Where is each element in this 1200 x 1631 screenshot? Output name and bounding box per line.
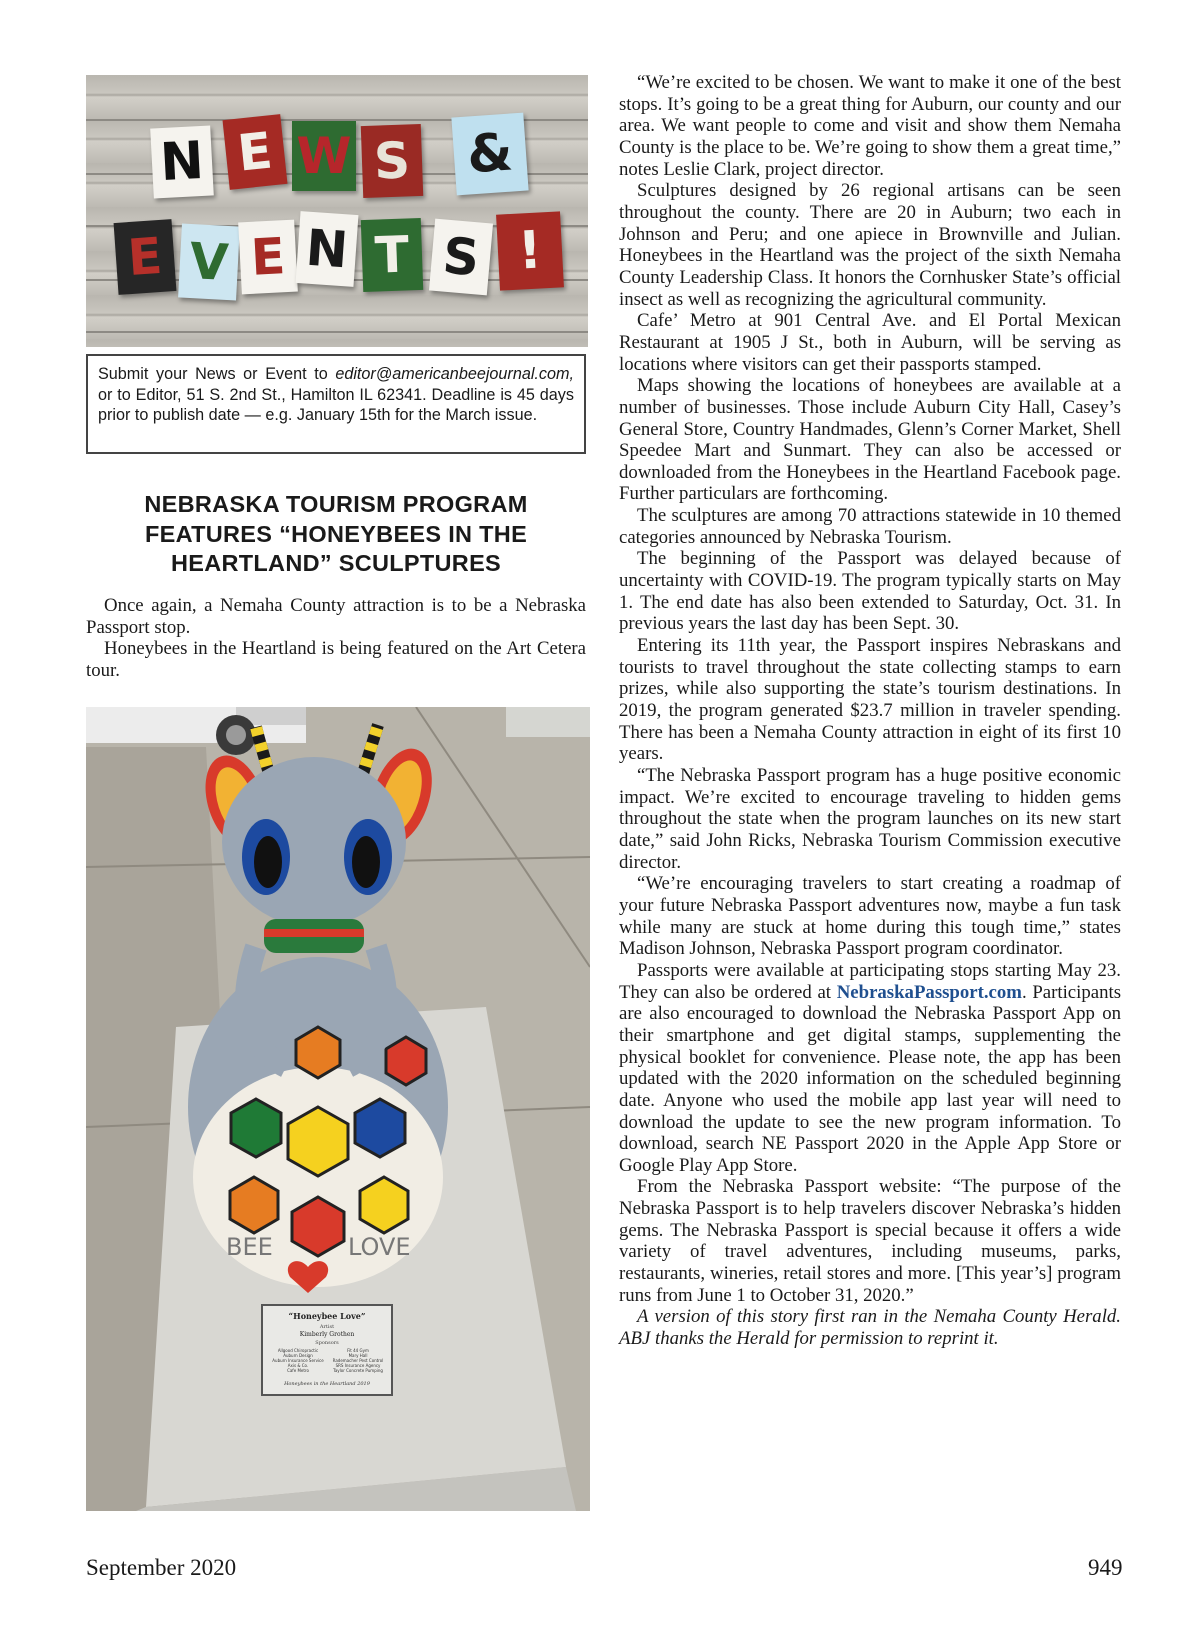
article-paragraph: From the Nebraska Passport website: “The purpose of the Nebraska Passport is to help travelers discover Nebraska’s hidden gems. The Nebraska Passport is special because it offers a wide variety of travel adventures, including museums, parks, restaurants, wineries, retail stores and more. [This year’s] program runs from June 1 to October 31, 2020.” — [619, 1176, 1121, 1306]
sculpture-photo — [86, 707, 590, 1511]
article-paragraph: The beginning of the Passport was delayed because of uncertainty with COVID-19. The program typically starts on May 1. The end date has also been extended to Saturday, Oct. 31. In previous years the last day has been Sept. 30. — [619, 548, 1121, 635]
plaque-series: Honeybees in the Heartland 2019 — [284, 1381, 370, 1387]
paragraph-text: . Participants are also encouraged to download the Nebraska Passport App on their smartphone and get digital stamps, supplementing the physical booklet for convenience. Please note, the app has been updated with the 2020 information on the scheduled beginning date. Anyone who used the mobile app last year will need to download the update to see the new program information. To download, search NE Passport 2020 in the Apple App Store or Google Play App Store. — [619, 981, 1122, 1176]
article-headline: NEBRASKA TOURISM PROGRAM FEATURES “HONEYBEES IN THE HEARTLAND” SCULPTURES — [144, 491, 528, 576]
sculpture-base-text: BEE — [226, 1233, 273, 1261]
banner-letter-tile: E — [238, 220, 298, 295]
submission-email-link[interactable]: editor@americanbeejournal.com, — [335, 365, 574, 383]
sculpture-base-text: LOVE — [348, 1233, 411, 1261]
article-paragraph: Entering its 11th year, the Passport inspires Nebraskans and tourists to travel throughout the state collecting stamps to earn prizes, while also supporting the state’s tourism destinations. In 2019, the program generated $23.7 million in traveler spending. There has been a Nemaha County attraction in eight of its first 10 years. — [619, 635, 1121, 765]
plaque-title: “Honeybee Love” — [288, 1311, 366, 1321]
banner-letter-tile: N — [296, 211, 359, 287]
paragraph-text: Passports were available at participating stops starting May 23. They can also be ordered at — [619, 959, 1121, 1003]
banner-letter-tile: ! — [496, 211, 564, 290]
banner-letter-tile: S — [361, 124, 423, 198]
submission-info-box — [86, 354, 586, 454]
sculpture-plaque — [262, 1305, 392, 1395]
banner-letter-tile: E — [114, 219, 177, 295]
plaque-artist-label: Artist — [319, 1324, 335, 1330]
plaque-sponsor: Cafe Metro — [287, 1368, 309, 1373]
wood-plank-seam — [86, 331, 588, 333]
article-paragraph: Sculptures designed by 26 regional artisans can be seen throughout the county. There are 20 in Auburn; two each in Johnson and Peru; and one apiece in Brownville and Julian. Honeybees in the Heartland was the project of the sixth Nemaha County Leadership Class. It honors the Cornhusker State’s official insect as well as recognizing the agricultural community. — [619, 180, 1121, 310]
banner-letter-tile: V — [178, 224, 240, 301]
news-events-banner — [86, 75, 588, 347]
banner-letter-tile: & — [451, 113, 528, 196]
banner-letter-tile: N — [150, 125, 214, 198]
banner-letter-tile: W — [292, 121, 356, 191]
plaque-sponsor: Rademacher Pest Control — [332, 1358, 384, 1363]
article-paragraph: Cafe’ Metro at 901 Central Ave. and El Portal Mexican Restaurant at 1905 J St., both in Auburn, will be serving as locations where visitors can get their passports stamped. — [619, 310, 1121, 375]
article-paragraph: Honeybees in the Heartland is being featured on the Art Cetera tour. — [86, 638, 586, 681]
article-paragraph: Maps showing the locations of honeybees are available at a number of businesses. Those include Auburn City Hall, Casey’s General Store, Country Handmades, Glenn’s Corner Market, Shell Speedee Mart and Sunmart. They can also be accessed or downloaded from the Honeybees in the Heartland Facebook page. Further particulars are forthcoming. — [619, 375, 1121, 505]
article-paragraph: The sculptures are among 70 attractions statewide in 10 themed categories announced by Nebraska Tourism. — [619, 505, 1121, 548]
article-paragraph: “The Nebraska Passport program has a huge positive economic impact. We’re excited to encourage traveling to hidden gems throughout the state when the program launches on its new start date,” said John Ricks, Nebraska Tourism Commission executive director. — [619, 765, 1121, 873]
banner-letter-tile: T — [361, 218, 423, 292]
banner-letter-tile: E — [223, 114, 288, 190]
article-paragraph: “We’re excited to be chosen. We want to make it one of the best stops. It’s going to be a great thing for Auburn, our county and our area. We want people to come and visit and show them Nemaha County is the place to be. We’re going to show them a great time,” notes Leslie Clark, project director. — [619, 72, 1121, 180]
plaque-artist: Kimberly Grothen — [299, 1331, 355, 1338]
plaque-sponsors-label: Sponsors — [315, 1340, 339, 1346]
banner-letter-tile: S — [429, 219, 493, 296]
footer-page-number: 949 — [1088, 1555, 1123, 1580]
article-paragraph: Once again, a Nemaha County attraction is to be a Nebraska Passport stop. — [86, 595, 586, 638]
article-paragraph — [619, 960, 1121, 1177]
plaque-sponsor: Axis & Co. — [287, 1363, 309, 1368]
article-paragraph: “We’re encouraging travelers to start creating a roadmap of your future Nebraska Passport adventures now, maybe a fun task while many are stuck at home during this tough time,” states Madison Johnson, Nebraska Passport program coordinator. — [619, 873, 1121, 960]
article-body-right-column — [619, 72, 1121, 1350]
plaque-sponsor: Taylor Concrete Pumping — [333, 1368, 383, 1373]
article-intro — [86, 595, 586, 682]
plaque-sponsor: Auburn Insurance Service — [272, 1358, 324, 1363]
submission-text: or to Editor, 51 S. 2nd St., Hamilton IL 62341. Deadline is 45 days prior to publish date — e.g. January 15th for the March issue. — [98, 385, 574, 424]
article-credit: A version of this story first ran in the Nemaha County Herald. ABJ thanks the Herald for permission to reprint it. — [619, 1306, 1121, 1350]
footer-issue-date: September 2020 — [86, 1555, 237, 1580]
submission-text: Submit your News or Event to — [98, 365, 336, 383]
plaque-sponsor: Mary Hall — [348, 1353, 368, 1358]
plaque-sponsor: Auburn Design — [283, 1353, 313, 1358]
nebraska-passport-link[interactable]: NebraskaPassport.com — [836, 981, 1022, 1003]
plaque-sponsor: Fit 44 Gym — [347, 1348, 369, 1353]
honeybee-sculpture-illustration — [86, 707, 590, 1511]
plaque-sponsor: SRS Insurance Agency — [335, 1363, 381, 1368]
plaque-sponsor: Allgood Chiropractic — [277, 1348, 319, 1353]
